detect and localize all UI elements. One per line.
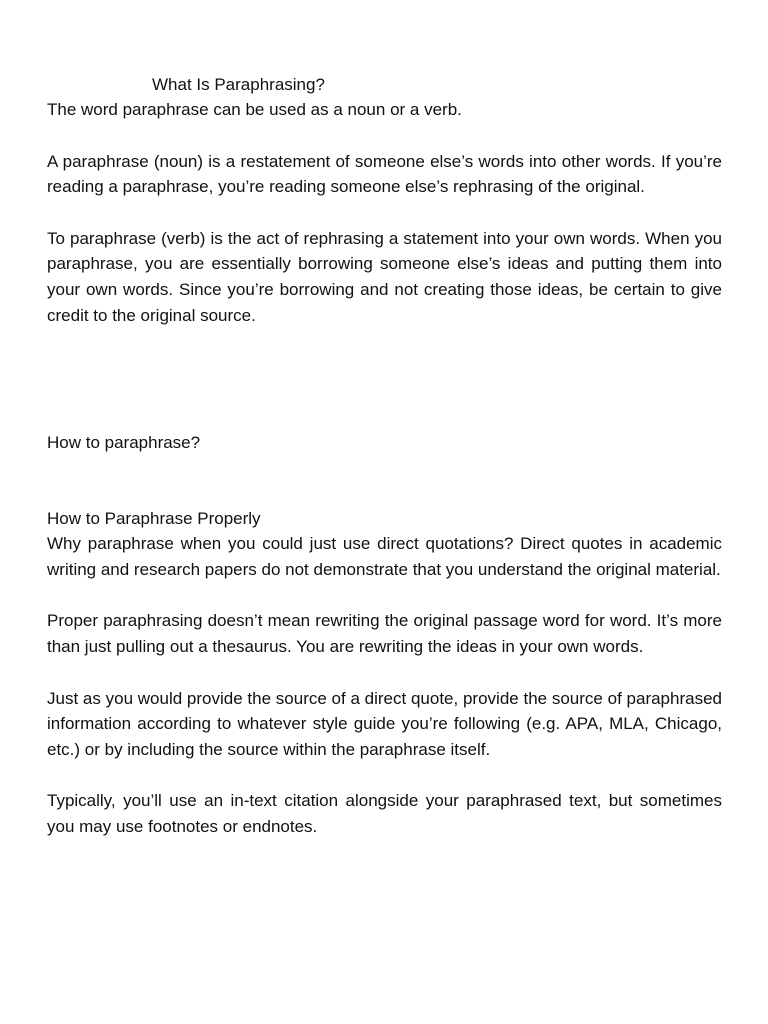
paragraph-paraphrase-verb: To paraphrase (verb) is the act of rephrasing a statement into your own words. When you paraphrase, you are essentially borrowing someone else’s ideas and putting them into your own words. Since you’re borrowing and not creating those ideas, be certain to give credit to the original source. (47, 228, 722, 325)
heading-paraphrase-properly: How to Paraphrase Properly (47, 509, 261, 529)
paragraph-proper-paraphrasing: Proper paraphrasing doesn’t mean rewriting the original passage word for word. It’s more than just pulling out a thesaurus. You are rewriting the ideas in your own words. (47, 611, 722, 656)
paragraph-in-text-citation: Typically, you’ll use an in-text citation alongside your paraphrased text, but sometimes you may use footnotes or endnotes. (47, 791, 722, 836)
paragraph-why-paraphrase: Why paraphrase when you could just use direct quotations? Direct quotes in academic writing and research papers do not demonstrate that you understand the original material. (47, 534, 722, 579)
paragraph-paraphrase-noun: A paraphrase (noun) is a restatement of someone else’s words into other words. If you’re reading a paraphrase, you’re reading someone else’s rephrasing of the original. (47, 151, 722, 197)
document-title: What Is Paraphrasing? (152, 75, 325, 94)
heading-how-to-paraphrase: How to paraphrase? (47, 433, 201, 453)
paragraph-provide-source: Just as you would provide the source of a direct quote, provide the source of paraphrased information according to whatever style guide you’re following (e.g. APA, MLA, Chicago, etc.) or by including the source within the paraphrase itself. (47, 688, 722, 759)
intro-paragraph: The word paraphrase can be used as a noun or a verb. (47, 100, 462, 119)
